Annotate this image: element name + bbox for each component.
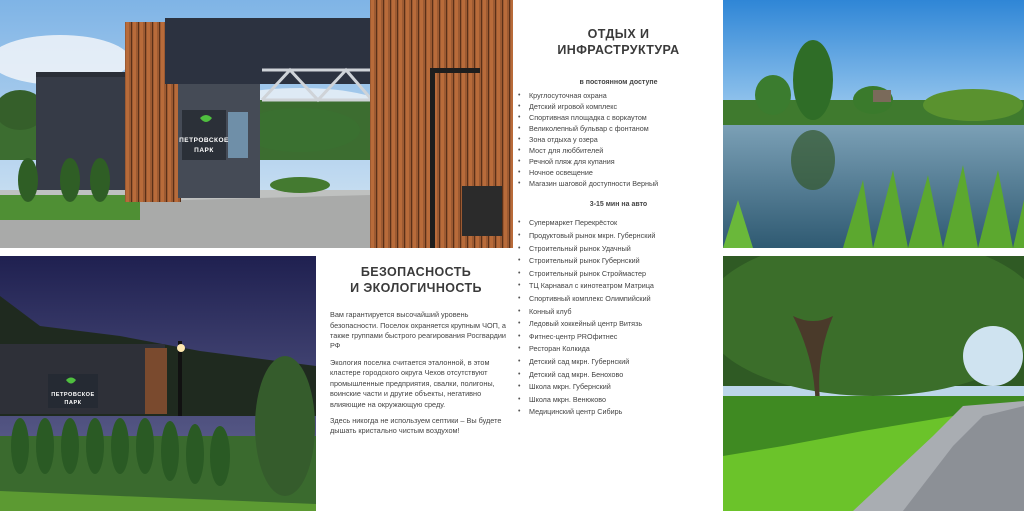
list-item: • Детский игровой комплекс: [516, 102, 721, 113]
night-entrance-photo: [0, 256, 316, 511]
park-path-photo: [723, 256, 1024, 511]
list-item: • Ночное освещение: [516, 168, 721, 179]
list-item: • Спортивная площадка с воркаутом: [516, 113, 721, 124]
list-item: • Школа мкрн. Венюково: [516, 394, 721, 407]
nearby-title: 3-15 мин на авто: [589, 201, 648, 209]
list-item: • Зона отдыха у озера: [516, 135, 721, 146]
permanent-access-list: [516, 91, 721, 189]
list-item: • ТЦ Карнавал с кинотеатром Матрица: [516, 280, 721, 293]
infrastructure-heading-line2: ИНФРАСТРУКТУРА: [557, 42, 680, 57]
infrastructure-heading-line1: ОТДЫХ И: [587, 27, 650, 41]
safety-paragraph: Экология поселка считается эталонной, в этом кластере городского округа Чехов отсутствуют промышленные предприятия, свалки, полигоны, воинские части и другие объекты, негативно влияющие на окружающую среду.: [330, 357, 495, 409]
list-item: • Фитнес-центр PROфитнес: [516, 331, 721, 344]
list-item: • Школа мкрн. Губернский: [516, 381, 721, 394]
safety-paragraphs: [330, 310, 508, 436]
night-sign-line2: ПАРК: [64, 400, 82, 406]
night-sign-line1: ПЕТРОВСКОЕ: [51, 392, 95, 398]
list-item: • Конный клуб: [516, 306, 721, 319]
list-item: • Ресторан Колкида: [516, 343, 721, 356]
list-item: • Детский сад мкрн. Губернский: [516, 356, 721, 369]
list-item: • Круглосуточная охрана: [516, 91, 721, 102]
safety-heading-line2: И ЭКОЛОГИЧНОСТЬ: [350, 280, 482, 295]
entrance-gate-photo: [0, 0, 513, 248]
safety-heading: [316, 265, 516, 296]
lake-photo: [723, 0, 1024, 248]
infrastructure-section: [516, 0, 721, 511]
nearby-list: [516, 217, 721, 419]
list-item: • Великолепный бульвар с фонтаном: [516, 124, 721, 135]
list-item: • Медицинский центр Сибирь: [516, 406, 721, 419]
list-item: • Мост для люббителей: [516, 146, 721, 157]
list-item: • Детский сад мкрн. Бенохово: [516, 369, 721, 382]
list-item: • Речной пляж для купания: [516, 157, 721, 168]
list-item: • Магазин шаговой доступности Верный: [516, 179, 721, 190]
safety-section: [316, 256, 516, 511]
list-item: • Продуктовый рынок мкрн. Губернский: [516, 230, 721, 243]
permanent-access-title: в постоянном доступе: [579, 79, 658, 87]
list-item: • Строительный рынок Удачный: [516, 243, 721, 256]
sign-line2: ПАРК: [194, 147, 214, 154]
list-item: • Ледовый хоккейный центр Витязь: [516, 318, 721, 331]
list-item: • Строительный рынок Губернский: [516, 255, 721, 268]
sign-line1: ПЕТРОВСКОЕ: [179, 137, 229, 144]
infrastructure-heading: [516, 27, 721, 58]
list-item: • Строительный рынок Строймастер: [516, 268, 721, 281]
safety-paragraph: Вам гарантируется высочайший уровень безопасности. Поселок охраняется крупным ЧОП, а также группами быстрого реагирования Росгвардии РФ: [330, 310, 506, 351]
list-item: • Спортивный комплекс Олимпийский: [516, 293, 721, 306]
safety-heading-line1: БЕЗОПАСНОСТЬ: [360, 265, 472, 279]
safety-paragraph: Здесь никогда не используем септики – Вы будете дышать кристально чистым воздухом!: [330, 415, 502, 436]
list-item: • Супермаркет Перекрёсток: [516, 217, 721, 230]
